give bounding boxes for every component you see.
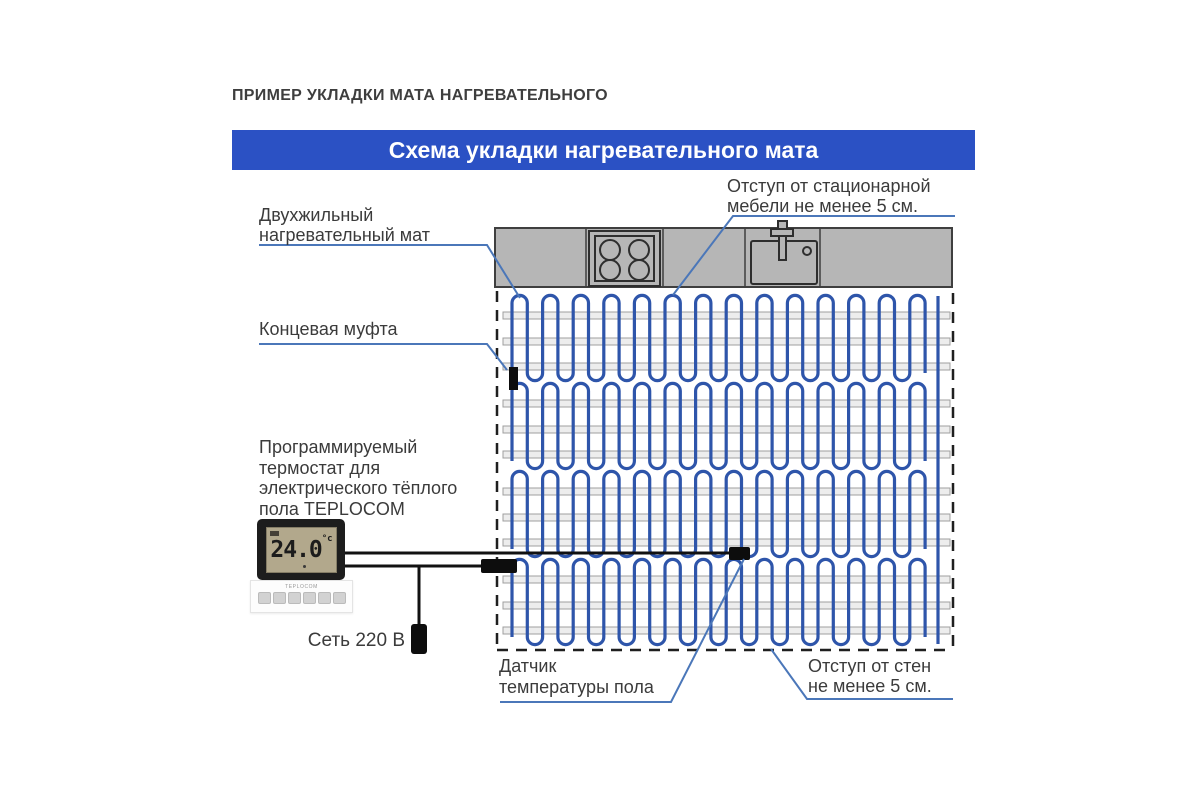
label-line: температуры пола (499, 677, 654, 697)
banner (232, 130, 975, 170)
thermostat-brand: TEPLOCOM (285, 584, 318, 590)
thermostat-buttons (251, 592, 352, 604)
label-mains-power: Сеть 220 В (307, 630, 405, 651)
label-line: Концевая муфта (259, 319, 398, 339)
screen-dot (303, 565, 306, 568)
label-line: электрического тёплого (259, 478, 458, 498)
banner-title: Схема укладки нагревательного мата (388, 136, 819, 163)
pointer-mat (259, 245, 520, 298)
label-wall-offset (808, 657, 932, 696)
label-line: не менее 5 см. (808, 675, 932, 696)
label-line: нагревательный мат (259, 225, 431, 245)
label-end-sleeve (259, 319, 398, 339)
battery-icon (270, 531, 279, 536)
label-line: Двухжильный (259, 205, 374, 225)
heating-cable-serpentine (512, 295, 925, 644)
pointer-end-sleeve (259, 344, 507, 370)
mains-plug (411, 624, 427, 654)
thermostat-button (318, 592, 331, 604)
thermostat-button (303, 592, 316, 604)
thermostat-button (273, 592, 286, 604)
thermostat-unit: °c (321, 534, 333, 544)
label-thermostat (259, 437, 457, 519)
label-line: Программируемый (259, 437, 418, 457)
mat-connection-sleeve (481, 559, 517, 573)
thermostat-screen (266, 527, 337, 573)
furniture-counter (495, 228, 952, 287)
thermostat-button-panel (250, 580, 353, 613)
label-floor-sensor (499, 656, 654, 698)
label-furniture-offset (727, 177, 931, 216)
label-line: мебели не менее 5 см. (727, 195, 918, 216)
floor-sensor (729, 547, 750, 560)
label-line: термостат для (259, 457, 381, 478)
page-title: ПРИМЕР УКЛАДКИ МАТА НАГРЕВАТЕЛЬНОГО (232, 87, 608, 104)
label-line: Датчик (499, 656, 557, 676)
end-sleeve (509, 367, 518, 390)
label-line: Отступ от стационарной (727, 176, 931, 196)
thermostat-button (333, 592, 346, 604)
thermostat-temperature: 24.0 (270, 537, 322, 563)
thermostat-device (257, 519, 345, 580)
label-line: Отступ от стен (808, 656, 932, 676)
label-heating-mat (259, 205, 430, 245)
thermostat-button (258, 592, 271, 604)
label-line: пола TEPLOCOM (259, 498, 405, 519)
thermostat-button (288, 592, 301, 604)
